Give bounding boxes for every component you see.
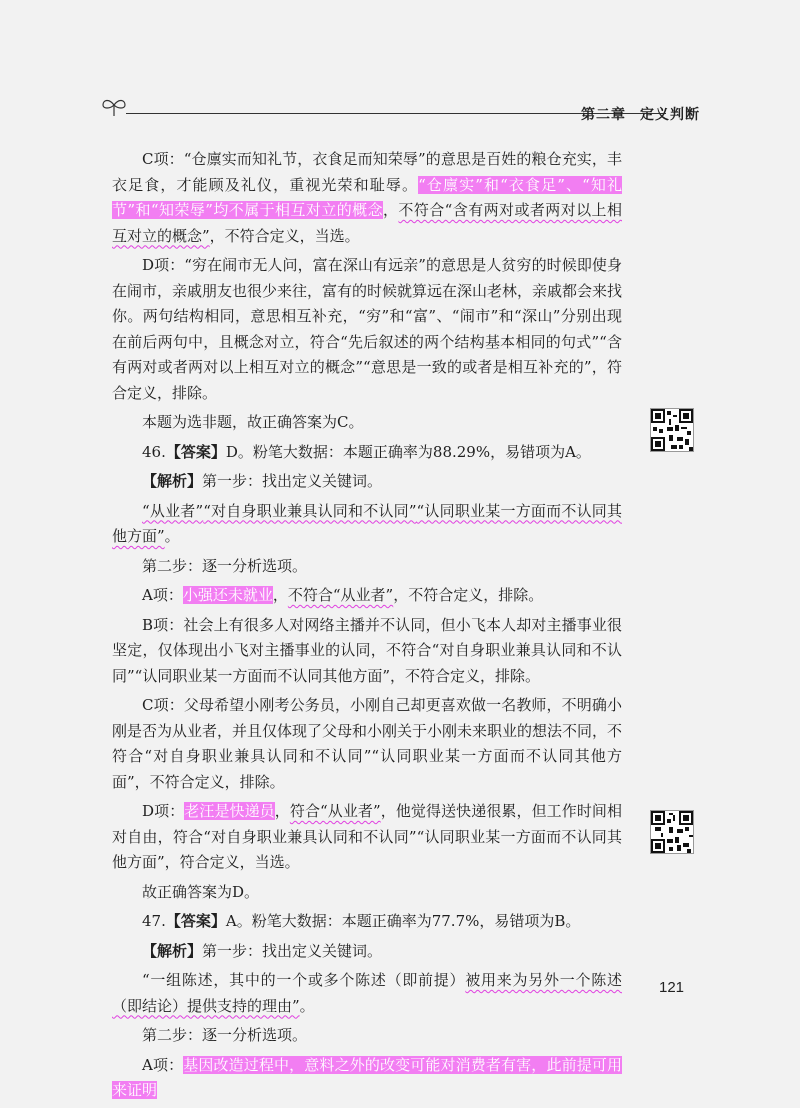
- paragraph: [112, 583, 622, 609]
- text-run: ，: [272, 586, 288, 604]
- text-run: ，不符合定义，当选。: [209, 226, 360, 245]
- paragraph: [112, 1053, 622, 1104]
- paragraph: [112, 693, 622, 795]
- paragraph: [112, 469, 622, 495]
- text-run: ，他觉得送快递很累，但工作时间相对自由，符合“对自身职业兼具认同和不认同”“认同职业某一方面而不认同其他方面”，符合定义，当选。: [112, 802, 622, 871]
- text-run: ，: [383, 201, 399, 219]
- text-run: D项：“穷在闹市无人问，富在深山有远亲”的意思是人贫穷的时候即使身在闹市，亲戚朋友也很少来往，富有的时候就算远在深山老林，亲戚都会来找你。两句结构相同，意思相互补充，“穷”和“富”、“闹市”和“深山”分别出现在前后两句中，且概念对立，符合“先后叙述的两个结构基本相同的句式”“含有两对或者两对以上相互对立的概念”“意思是一致的或者是相互补充的”，符合定义，排除。: [112, 256, 623, 402]
- text-run: ，: [274, 802, 290, 820]
- chapter-title: [581, 104, 700, 124]
- text-run: 46.: [142, 442, 166, 461]
- section-marker: 【解析】: [142, 472, 203, 490]
- underlined-keyword: “认同职业某一方面而不认同其他方面”: [112, 501, 623, 545]
- section-marker: 【答案】: [165, 912, 226, 930]
- text-run: 。: [164, 527, 180, 545]
- underlined-keyword: “对自身职业兼具认同和不认同”: [203, 501, 417, 520]
- text-run: ，不符合定义，排除。: [393, 586, 544, 604]
- section-marker: 【解析】: [142, 941, 203, 960]
- body-text: [112, 147, 622, 1108]
- paragraph: [112, 909, 622, 935]
- paragraph: [112, 799, 622, 876]
- text-run: 故正确答案为D。: [142, 882, 260, 901]
- paragraph: [112, 939, 622, 965]
- paragraph: [112, 880, 622, 906]
- paragraph: [112, 440, 622, 466]
- paragraph: [112, 613, 622, 690]
- underlined-keyword: “从业者”: [142, 501, 204, 520]
- highlighted-text: 基因改造过程中，意料之外的改变可能对消费者有害，此前提可用来证明: [112, 1055, 622, 1099]
- text-run: A项：: [142, 1055, 184, 1074]
- paragraph: [112, 499, 622, 550]
- text-run: A。粉笔大数据：本题正确率为77.7%，易错项为B。: [225, 912, 581, 930]
- highlighted-text: 老汪是快递员: [184, 802, 275, 820]
- highlighted-text: “仓廪实”和“衣食足”、“知礼节”和“知荣辱”均不属于相互对立的概念: [112, 175, 622, 219]
- paragraph: [112, 968, 622, 1019]
- section-marker: 【答案】: [165, 442, 226, 461]
- sprout-icon: [100, 96, 128, 118]
- text-run: D项：: [142, 802, 185, 820]
- text-run: B项：社会上有很多人对网络主播并不认同，但小飞本人却对主播事业很坚定，仅体现出小飞对主播事业的认同，不符合“对自身职业兼具认同和不认同”“认同职业某一方面而不认同其他方面”，不符合定义，排除。: [112, 615, 622, 685]
- paragraph: [112, 253, 622, 406]
- text-run: 第二步：逐一分析选项。: [142, 556, 308, 575]
- page-number: 121: [659, 979, 685, 996]
- chapter-number: 第二章: [581, 107, 626, 123]
- running-header: [100, 96, 700, 126]
- text-run: 。: [299, 996, 315, 1015]
- underlined-keyword: 不符合“含有两对或者两对以上相互对立的概念”: [112, 201, 622, 245]
- underlined-keyword: 被用来为另外一个陈述（即结论）提供支持的理由”: [112, 971, 622, 1015]
- underlined-keyword: 符合“从业者”: [289, 802, 381, 820]
- paragraph: [112, 147, 622, 249]
- qr-code-icon: [651, 409, 693, 451]
- text-run: C项：“仓廪实而知礼节，衣食足而知荣辱”的意思是百姓的粮仓充实，丰衣足食，才能顾及礼仪，重视光荣和耻辱。: [112, 150, 622, 194]
- text-run: 第一步：找出定义关键词。: [202, 941, 383, 960]
- paragraph: [112, 410, 622, 436]
- paragraph: [112, 1023, 622, 1049]
- text-run: C项：父母希望小刚考公务员，小刚自己却更喜欢做一名教师，不明确小刚是否为从业者，并且仅体现了父母和小刚关于小刚未来职业的想法不同，不符合“对自身职业兼具认同和不认同”“认同职业某一方面而不认同其他方面”，不符合定义，排除。: [112, 696, 623, 791]
- text-run: “一组陈述，其中的一个或多个陈述（即前提）: [142, 971, 466, 989]
- section-title: 定义判断: [640, 107, 700, 123]
- qr-code-q46[interactable]: [650, 408, 694, 452]
- highlighted-text: 小强还未就业: [182, 586, 273, 604]
- text-run: 第二步：逐一分析选项。: [142, 1026, 308, 1044]
- text-run: 47.: [142, 912, 166, 930]
- text-run: 本题为选非题，故正确答案为C。: [142, 413, 364, 431]
- qr-code-q47[interactable]: [650, 810, 694, 854]
- qr-code-icon: [651, 811, 693, 853]
- text-run: 第一步：找出定义关键词。: [202, 472, 383, 490]
- text-run: D。粉笔大数据：本题正确率为88.29%，易错项为A。: [225, 442, 591, 461]
- text-run: A项：: [142, 586, 183, 604]
- underlined-keyword: 不符合“从业者”: [287, 586, 394, 604]
- paragraph: [112, 554, 622, 580]
